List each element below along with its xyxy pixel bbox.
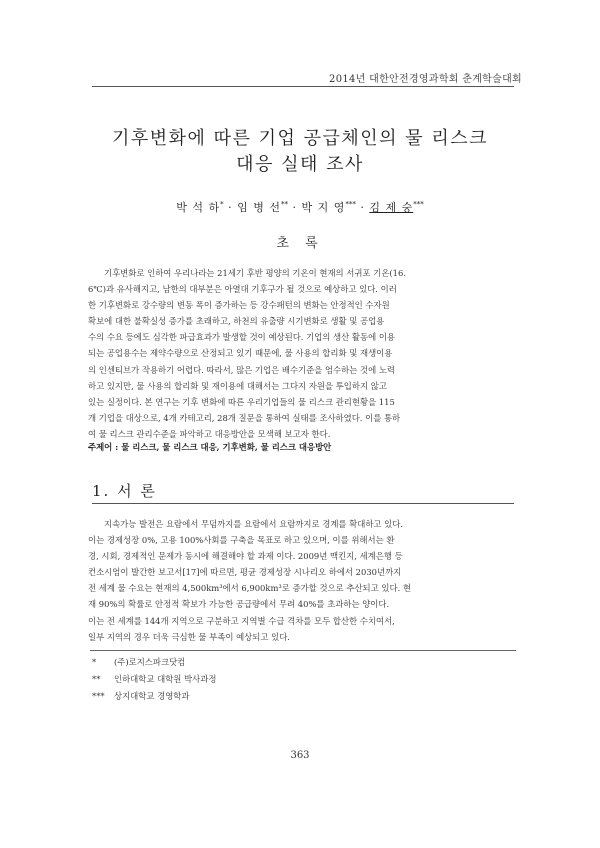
author-mark: ** — [281, 200, 288, 209]
running-header: 2014년 대한안전경영과학회 춘계학술대회 — [329, 74, 522, 85]
body-line: 경, 시회, 경제적인 문제가 동시에 해결해야 할 과제 이다. 2009년 맥킨지, 세계은행 등 — [88, 551, 403, 562]
author-separator: · — [223, 201, 238, 214]
body-line: 이는 경제성장 0%, 고용 100%사회를 구축을 목표로 하고 있으며, 이를 위해서는 환 — [88, 535, 395, 546]
body-line: 전 세계 물 수요는 현재의 4,500km³에서 6,900km³로 증가할 것으로 추산되고 있다. 현 — [88, 583, 411, 594]
abstract-line: 여 물 리스크 관리수준을 파악하고 대응방안을 모색해 보고자 한다. — [88, 428, 331, 439]
author-mark: *** — [413, 200, 424, 209]
title-line-2: 대응 실태 조사 — [236, 154, 364, 175]
footnote-item — [92, 654, 512, 671]
footnote-item — [92, 671, 512, 688]
body-line: 컨소시엄이 발간한 보고서[17]에 따르면, 평균 경제성장 시나리오 하에서 2030년까지 — [88, 567, 402, 578]
author-list — [0, 199, 600, 215]
author-separator: · — [355, 201, 370, 214]
keywords: 주제어 : 물 리스크, 물 리스크 대응, 기후변화, 물 리스크 대응방안 — [88, 442, 332, 452]
footnote-text: 상지대학교 경영학과 — [114, 691, 190, 701]
section-body — [88, 516, 514, 645]
footnote-mark: * — [92, 657, 97, 667]
abstract-line: 있는 실정이다. 본 연구는 기후 변화에 따른 우리기업들의 물 리스크 관리현황을 115 — [88, 396, 395, 407]
body-line: 일부 지역의 경우 더욱 극심한 물 부족이 예상되고 있다. — [88, 631, 290, 642]
author-name: 박 지 영 — [301, 201, 346, 214]
abstract-body — [88, 265, 514, 442]
author-separator: · — [288, 201, 302, 214]
footnote-mark: ** — [92, 674, 101, 684]
abstract-line: 하고 있지만, 물 사용의 합리화 및 재이용에 대해서는 그다지 자원을 투입하지 않고 — [88, 380, 387, 391]
abstract-line: 확보에 대한 불확실성 증가를 초래하고, 하천의 유출량 시기변화로 생활 및 공업용 — [88, 316, 385, 327]
footnote-mark: *** — [92, 691, 105, 701]
footnote-item — [92, 688, 512, 705]
author-name: 임 병 선 — [237, 201, 281, 214]
section-heading: 1. 서 론 — [92, 482, 157, 500]
author-name: 박 석 하 — [176, 201, 221, 214]
abstract-line: 되는 공업용수는 제약수량으로 산정되고 있기 때문에, 물 사용의 합리화 및 재생이용 — [88, 348, 393, 359]
author-name: 김 제 숭 — [369, 201, 414, 214]
body-line: 재 90%의 확률로 안정적 확보가 가능한 공급량에서 무려 40%를 초과하는 양이다. — [88, 599, 390, 610]
header-rule — [92, 86, 514, 87]
footnote-text: (주)로지스파크닷컴 — [114, 657, 186, 667]
abstract-line: 개 기업을 대상으로, 4개 카테고리, 28개 질문을 통하여 실태를 조사하였다. 이를 통하 — [88, 412, 401, 423]
abstract-line: 수의 수요 등에도 심각한 파급효과가 발생할 것이 예상된다. 기업의 생산 활동에 이용 — [88, 332, 396, 343]
page-number: 363 — [290, 750, 310, 761]
abstract-line: 6℃)과 유사해지고, 남한의 대부분은 아열대 기후구가 될 것으로 예상하고 있다. 이러 — [88, 284, 397, 295]
title-line-1: 기후변화에 따른 기업 공급체인의 물 리스크 — [111, 128, 489, 149]
section-rule — [92, 503, 514, 504]
author-mark: *** — [345, 200, 356, 209]
abstract-heading: 초 록 — [276, 236, 324, 251]
footnote-text: 인하대학교 대학원 박사과정 — [114, 674, 217, 684]
abstract-line: 기후변화로 인하여 우리나라는 21세기 후반 평양의 기온이 현재의 서귀포 기온(16. — [104, 268, 406, 278]
abstract-line: 의 인센티브가 작용하기 어렵다. 따라서, 많은 기업은 배수기준을 엄수하는 것에 노력 — [88, 364, 396, 375]
footnote-rule — [90, 650, 516, 651]
footnotes — [92, 654, 512, 705]
body-line: 이는 전 세계를 144개 지역으로 구분하고 지역별 수급 격차를 모두 합산한 수치여서, — [88, 615, 395, 626]
author-mark: * — [220, 200, 224, 209]
paper-title — [0, 126, 600, 178]
body-line: 지속가능 발전은 요람에서 무덤까지를 요람에서 요람까지로 경계를 확대하고 있다. — [104, 519, 404, 529]
abstract-line: 한 기후변화로 강수량의 변동 폭이 증가하는 등 강수패턴의 변화는 안정적인 수자원 — [88, 300, 390, 311]
